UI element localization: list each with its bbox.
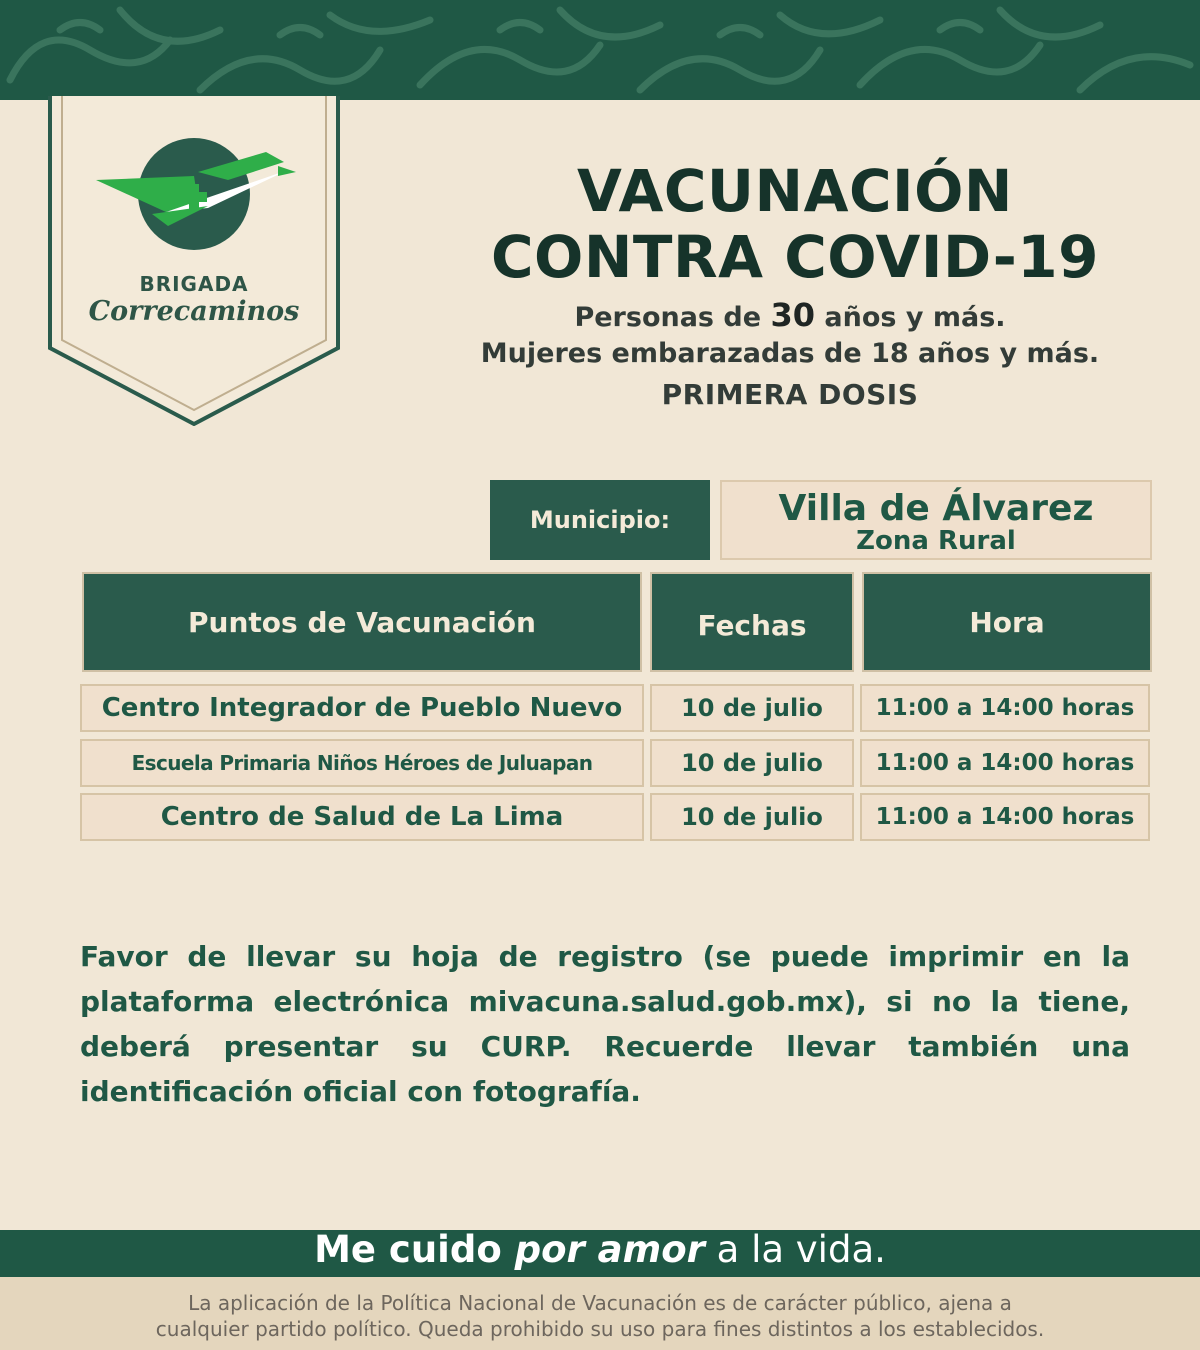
brigada-badge	[48, 96, 340, 426]
row-1-place: Centro Integrador de Pueblo Nuevo	[80, 684, 644, 732]
header-places: Puntos de Vacunación	[82, 572, 642, 672]
decorative-pattern-band	[0, 0, 1200, 100]
instructions-note: Favor de llevar su hoja de registro (se puede imprimir en la plataforma electrónica mivacuna.salud.gob.mx), si no la tiene, deberá presentar su CURP. Recuerde llevar también una identificación oficial con fotografía.	[80, 940, 1130, 1108]
brand-name-bottom: Correcaminos	[88, 296, 300, 327]
row-2-place: Escuela Primaria Niños Héroes de Juluapan	[80, 739, 644, 787]
disclaimer	[40, 1290, 1160, 1342]
pattern-swirls	[0, 0, 1200, 100]
slogan-part-1: Me cuido	[314, 1228, 515, 1271]
disclaimer-line-1: La aplicación de la Política Nacional de Vacunación es de carácter público, ajena a	[188, 1291, 1012, 1315]
subtitle-age	[430, 296, 1150, 334]
title-line-1: VACUNACIÓN	[577, 157, 1013, 225]
subtitle-age-number: 30	[770, 296, 815, 334]
badge-shape	[48, 96, 340, 426]
subtitle-age-after: años y más.	[814, 302, 1006, 333]
header-dates: Fechas	[650, 572, 854, 672]
municipio-label: Municipio:	[490, 480, 710, 560]
title-line-2: CONTRA COVID-19	[490, 223, 1099, 291]
brand-name-top: BRIGADA	[139, 272, 249, 296]
row-3-time: 11:00 a 14:00 horas	[860, 793, 1150, 841]
municipio-zone: Zona Rural	[856, 526, 1016, 556]
row-3-place: Centro de Salud de La Lima	[80, 793, 644, 841]
slogan-part-2: por amor	[514, 1228, 705, 1271]
slogan-part-3: a la vida.	[704, 1228, 886, 1271]
row-1-time: 11:00 a 14:00 horas	[860, 684, 1150, 732]
row-2-date: 10 de julio	[650, 739, 854, 787]
subtitle-age-before: Personas de	[574, 302, 771, 333]
header-time: Hora	[862, 572, 1152, 672]
row-2-time: 11:00 a 14:00 horas	[860, 739, 1150, 787]
slogan	[0, 1228, 1200, 1271]
subtitle-pregnant: Mujeres embarazadas de 18 años y más.	[480, 338, 1100, 369]
municipio-box	[720, 480, 1152, 560]
page-title	[470, 158, 1120, 290]
row-1-date: 10 de julio	[650, 684, 854, 732]
municipio-name: Villa de Álvarez	[778, 488, 1094, 529]
row-3-date: 10 de julio	[650, 793, 854, 841]
disclaimer-line-2: cualquier partido político. Queda prohibido su uso para fines distintos a los establecidos.	[155, 1317, 1045, 1341]
subtitle-dose: PRIMERA DOSIS	[661, 378, 919, 411]
